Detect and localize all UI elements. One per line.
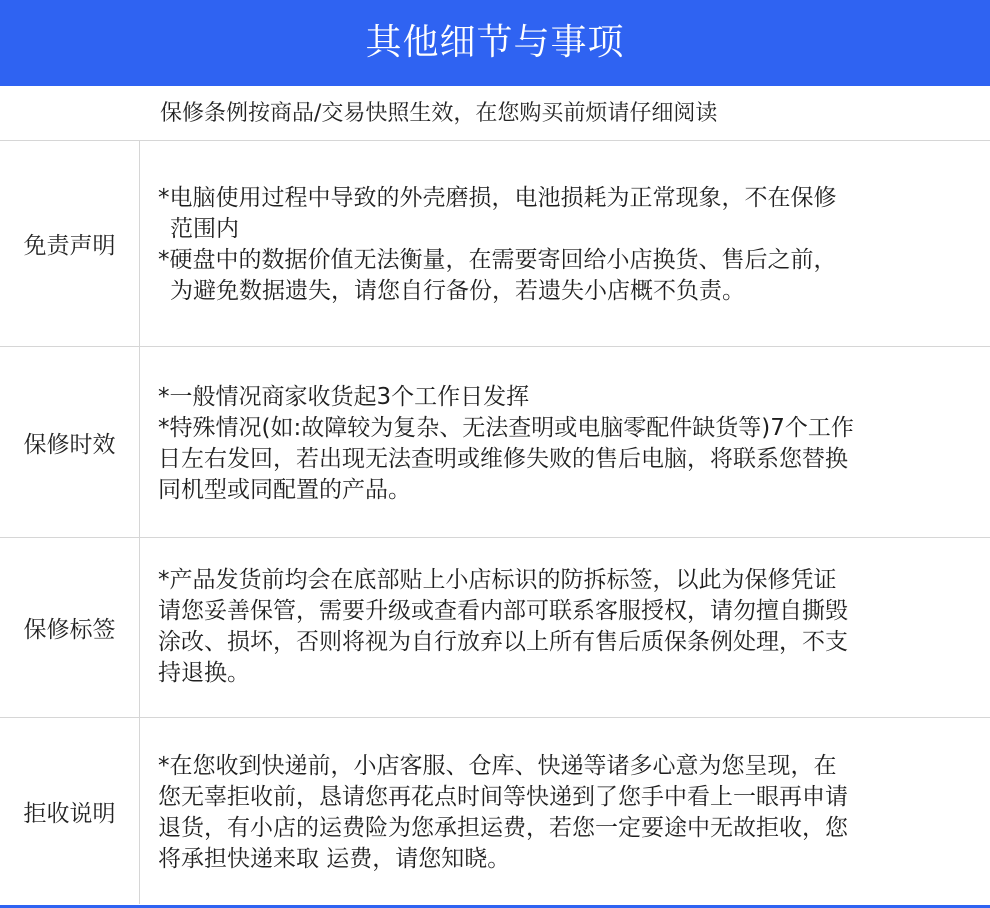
row-content-disclaimer <box>158 183 968 307</box>
content-line: 您无辜拒收前，恳请您再花点时间等快递到了您手中看上一眼再申请 <box>158 784 848 810</box>
content-line: *产品发货前均会在底部贴上小店标识的防拆标签，以此为保修凭证 <box>158 567 837 593</box>
column-divider <box>139 718 140 904</box>
row-content-warranty-label <box>158 565 968 689</box>
row-content-rejection <box>158 751 968 875</box>
page-title: 其他细节与事项 <box>365 22 625 63</box>
content-line: 持退换。 <box>158 660 250 686</box>
content-line: 为避免数据遗失，请您自行备份，若遗失小店概不负责。 <box>170 278 745 304</box>
row-label-disclaimer: 免责声明 <box>23 233 116 259</box>
notice-row <box>0 86 990 141</box>
content-line: *一般情况商家收货起3个工作日发挥 <box>158 384 530 410</box>
content-line: 范围内 <box>170 216 239 242</box>
content-line: 日左右发回，若出现无法查明或维修失败的售后电脑，将联系您替换 <box>158 446 848 472</box>
content-line: *电脑使用过程中导致的外壳磨损，电池损耗为正常现象，不在保修 <box>158 185 837 211</box>
row-label-rejection: 拒收说明 <box>23 800 116 827</box>
content-line: 将承担快递来取 运费，请您知晓。 <box>158 846 511 872</box>
terms-table <box>0 141 990 904</box>
row-label-warranty-period: 保修时效 <box>23 431 116 458</box>
header-banner <box>0 0 990 86</box>
content-line: 请您妥善保管，需要升级或查看内部可联系客服授权，请勿擅自撕毁 <box>158 598 848 624</box>
table-row-warranty-label <box>0 538 990 718</box>
notice-text: 保修条例按商品/交易快照生效，在您购买前烦请仔细阅读 <box>160 101 718 126</box>
row-label-warranty-label: 保修标签 <box>23 617 116 643</box>
column-divider <box>139 141 140 346</box>
content-line: 涂改、损坏，否则将视为自行放弃以上所有售后质保条例处理，不支 <box>158 629 848 655</box>
content-line: *硬盘中的数据价值无法衡量，在需要寄回给小店换货、售后之前， <box>158 247 837 273</box>
table-row-rejection <box>0 718 990 904</box>
content-line: *在您收到快递前，小店客服、仓库、快递等诸多心意为您呈现，在 <box>158 753 837 779</box>
column-divider <box>139 347 140 537</box>
content-line: *特殊情况(如:故障较为复杂、无法查明或电脑零配件缺货等)7个工作 <box>158 415 854 441</box>
table-row-warranty-period <box>0 347 990 538</box>
row-content-warranty-period <box>158 382 968 506</box>
table-row-disclaimer <box>0 141 990 347</box>
content-line: 同机型或同配置的产品。 <box>158 477 411 503</box>
column-divider <box>139 538 140 717</box>
content-line: 退货，有小店的运费险为您承担运费，若您一定要途中无故拒收，您 <box>158 815 848 841</box>
